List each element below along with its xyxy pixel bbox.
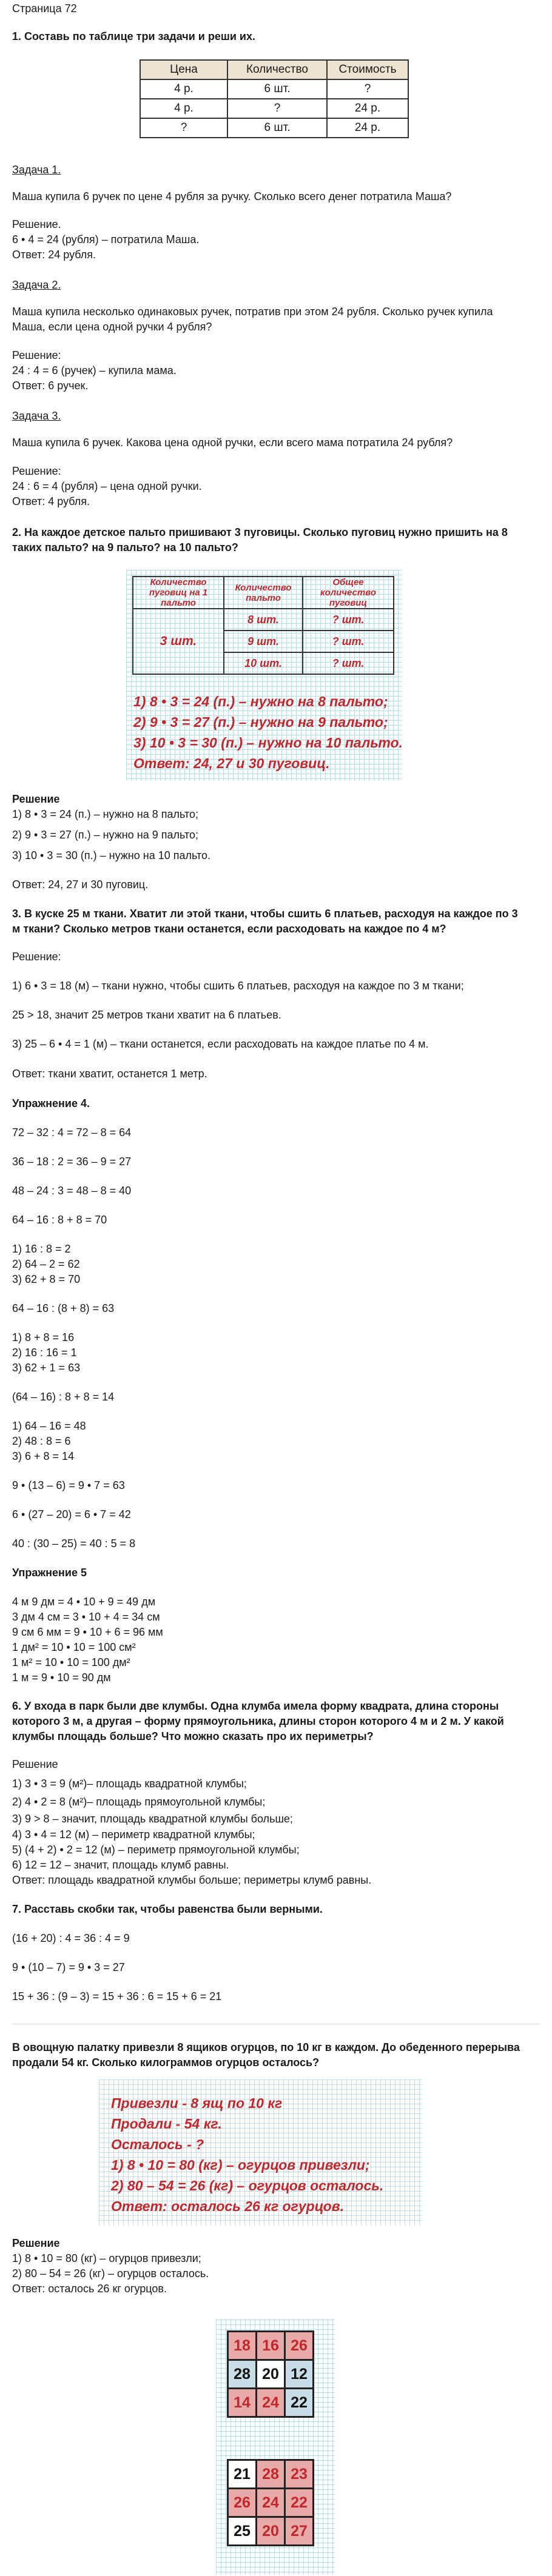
table-cell: 8 шт. (224, 609, 303, 631)
square-cell: 28 (257, 2460, 285, 2489)
task8-title: продали 54 кг. Сколько килограммов огурцов осталось? (12, 2056, 320, 2069)
solution-label: Решение: (12, 951, 61, 963)
solution-line: 3) 10 • 3 = 30 (п.) – нужно на 10 пальто. (12, 849, 211, 861)
solution-line: 2) 4 • 2 = 8 (м²)– площадь прямоугольной клумбы; (12, 1796, 266, 1808)
equation: 6 • (27 – 20) = 6 • 7 = 42 (12, 1508, 131, 1521)
table-cell: 3 шт. (133, 609, 224, 674)
equation: 2) 64 – 2 = 62 (12, 1258, 80, 1270)
problem-heading: Задача 1. (12, 164, 61, 176)
equation: 2) 16 : 16 = 1 (12, 1347, 77, 1359)
equation: 3) 62 + 1 = 63 (12, 1362, 81, 1374)
equation: 2) 48 : 8 = 6 (12, 1435, 71, 1447)
task4-title: Упражнение 4. (12, 1097, 90, 1109)
problem-text: Маша купила 6 ручек. Какова цена одной ручки, если всего мама потратила 24 рубля? (12, 437, 453, 449)
table-cell: 24 р. (327, 99, 408, 118)
square-cell: 22 (285, 2389, 314, 2417)
problem-text: Маша купила несколько одинаковых ручек, потратив при этом 24 рубля. Сколько ручек купила (12, 306, 493, 318)
problem-text: Маша, если цена одной ручки 4 рубля? (12, 321, 212, 333)
task8-notebook (99, 2079, 422, 2225)
task6-title: клумбы площадь больше? Что можно сказать про их периметры? (12, 1730, 374, 1742)
solution-label: Решение: (12, 465, 61, 477)
magic-square-top (227, 2330, 314, 2418)
equation: 1) 64 – 16 = 48 (12, 1420, 86, 1432)
handwritten-line: 1) 8 • 10 = 80 (кг) – огурцов привезли; (111, 2157, 370, 2173)
equation: 15 + 36 : (9 – 3) = 15 + 36 : 6 = 15 + 6 = 21 (12, 1990, 222, 2002)
square-cell: 16 (257, 2332, 285, 2360)
equation: 48 – 24 : 3 = 48 – 8 = 40 (12, 1185, 132, 1197)
task8-title: В овощную палатку привезли 8 ящиков огурцов, по 10 кг в каждом. До обеденного перерыва (12, 2041, 520, 2053)
equation: 3) 6 + 8 = 14 (12, 1450, 75, 1462)
equation: 64 – 16 : 8 + 8 = 70 (12, 1214, 107, 1226)
equation: 1) 16 : 8 = 2 (12, 1243, 71, 1255)
handwritten-line: 2) 80 – 54 = 26 (кг) – огурцов осталось. (111, 2178, 384, 2193)
table-cell: ? (140, 118, 227, 138)
square-cell: 25 (228, 2517, 257, 2546)
header-cell: Общее количество пуговиц (303, 577, 394, 609)
table-cell: 4 р. (140, 79, 227, 99)
table-cell: 6 шт. (227, 79, 327, 99)
task1-title: 1. Составь по таблице три задачи и реши их. (12, 30, 256, 42)
buttons-table (132, 576, 394, 675)
solution-line: 5) (4 + 2) • 2 = 12 (м) – периметр прямоугольной клумбы; (12, 1844, 300, 1856)
header-cell: Количество пальто (224, 577, 303, 609)
task7-title: 7. Расставь скобки так, чтобы равенства были верными. (12, 1903, 323, 1915)
task2-notebook (126, 570, 402, 781)
equation: 9 • (10 – 7) = 9 • 3 = 27 (12, 1961, 125, 1973)
equation: 3) 62 + 8 = 70 (12, 1273, 81, 1285)
table-cell: ? (327, 79, 408, 99)
handwritten-line: Ответ: осталось 26 кг огурцов. (111, 2198, 344, 2214)
answer: Ответ: осталось 26 кг огурцов. (12, 2283, 167, 2295)
equation: 1 м² = 10 • 10 = 100 дм² (12, 1656, 130, 1668)
solution-line: 1) 6 • 3 = 18 (м) – ткани нужно, чтобы сшить 6 платьев, расходуя на каждое по 3 м ткани; (12, 980, 464, 992)
table-cell: 10 шт. (224, 652, 303, 674)
equation: 3 дм 4 см = 3 • 10 + 4 = 34 см (12, 1611, 160, 1623)
equation: 72 – 32 : 4 = 72 – 8 = 64 (12, 1126, 132, 1139)
handwritten-line: 3) 10 • 3 = 30 (п.) – нужно на 10 пальто. (133, 735, 403, 751)
problem-heading: Задача 3. (12, 410, 61, 422)
handwritten-line: Ответ: 24, 27 и 30 пуговиц. (133, 755, 330, 771)
square-cell: 23 (285, 2460, 314, 2489)
equation: (64 – 16) : 8 + 8 = 14 (12, 1391, 115, 1403)
square-cell: 24 (257, 2389, 285, 2417)
square-cell: 14 (228, 2389, 257, 2417)
equation: 36 – 18 : 2 = 36 – 9 = 27 (12, 1156, 132, 1168)
handwritten-line: 2) 9 • 3 = 27 (п.) – нужно на 9 пальто; (133, 714, 388, 730)
solution-line: 24 : 6 = 4 (рубля) – цена одной ручки. (12, 480, 202, 492)
square-cell: 26 (285, 2332, 314, 2360)
solution-line: 1) 8 • 10 = 80 (кг) – огурцов привезли; (12, 2252, 201, 2264)
header-cell: Стоимость (327, 60, 408, 79)
solution-line: 6) 12 = 12 – значит, площадь клумб равны. (12, 1859, 229, 1871)
table-cell: ? (227, 99, 327, 118)
header-cell: Цена (140, 60, 227, 79)
table-cell: 6 шт. (227, 118, 327, 138)
equation: 1) 8 + 8 = 16 (12, 1331, 75, 1343)
answer: Ответ: 6 ручек. (12, 380, 89, 392)
table-cell: ? шт. (303, 652, 394, 674)
square-cell: 12 (285, 2360, 314, 2389)
task3-title: м ткани? Сколько метров ткани останется, если расходовать на каждое по 4 м? (12, 923, 446, 935)
answer: Ответ: 4 рубля. (12, 495, 90, 507)
square-cell: 28 (228, 2360, 257, 2389)
solution-line: 4) 3 • 4 = 12 (м) – периметр квадратной клумбы; (12, 1828, 255, 1841)
task3-title: 3. В куске 25 м ткани. Хватит ли этой ткани, чтобы сшить 6 платьев, расходуя на каждое по 3 (12, 908, 518, 920)
handwritten-line: 1) 8 • 3 = 24 (п.) – нужно на 8 пальто; (133, 694, 388, 709)
solution-label: Решение (12, 793, 60, 805)
answer: Ответ: 24, 27 и 30 пуговиц. (12, 878, 149, 891)
square-cell: 20 (257, 2360, 285, 2389)
table-cell: 4 р. (140, 99, 227, 118)
solution-label: Решение: (12, 349, 61, 361)
table-cell: ? шт. (303, 609, 394, 631)
task2-title: 2. На каждое детское пальто пришивают 3 пуговицы. Сколько пуговиц нужно пришить на 8 (12, 526, 508, 538)
solution-line: 2) 9 • 3 = 27 (п.) – нужно на 9 пальто; (12, 829, 199, 841)
equation: 64 – 16 : (8 + 8) = 63 (12, 1302, 115, 1314)
handwritten-line: Привезли - 8 ящ по 10 кг (111, 2095, 283, 2111)
equation: 9 см 6 мм = 9 • 10 + 6 = 96 мм (12, 1626, 163, 1638)
equation: 1 дм² = 10 • 10 = 100 см² (12, 1641, 136, 1653)
header-cell: Количество (227, 60, 327, 79)
task2-title: таких пальто? на 9 пальто? на 10 пальто? (12, 541, 238, 554)
solution-line: 3) 9 > 8 – значит, площадь квадратной клумбы больше; (12, 1813, 293, 1825)
table-cell: 9 шт. (224, 631, 303, 652)
problem-text: Маша купила 6 ручек по цене 4 рубля за ручку. Сколько всего денег потратила Маша? (12, 190, 452, 202)
equation: 40 : (30 – 25) = 40 : 5 = 8 (12, 1537, 136, 1550)
solution-label: Решение. (12, 218, 61, 230)
task6-title: 6. У входа в парк были две клумбы. Одна клумба имела форму квадрата, длина стороны (12, 1700, 499, 1712)
square-cell: 18 (228, 2332, 257, 2360)
table-cell: ? шт. (303, 631, 394, 652)
solution-label: Решение (12, 1758, 58, 1770)
answer: Ответ: ткани хватит, останется 1 метр. (12, 1068, 207, 1080)
page-header: Страница 72 (12, 2, 77, 15)
handwritten-line: Продали - 54 кг. (111, 2116, 222, 2132)
equation: 9 • (13 – 6) = 9 • 7 = 63 (12, 1479, 125, 1491)
solution-line: 1) 8 • 3 = 24 (п.) – нужно на 8 пальто; (12, 808, 199, 820)
handwritten-line: Осталось - ? (111, 2136, 204, 2152)
square-cell: 26 (228, 2489, 257, 2517)
problem-heading: Задача 2. (12, 279, 61, 291)
square-cell: 27 (285, 2517, 314, 2546)
solution-line: 24 : 4 = 6 (ручек) – купила мама. (12, 364, 177, 376)
solution-line: 2) 80 – 54 = 26 (кг) – огурцов осталось. (12, 2267, 209, 2280)
magic-square-bottom (227, 2459, 314, 2546)
square-cell: 22 (285, 2489, 314, 2517)
solution-label: Решение (12, 2237, 60, 2249)
task5-title: Упражнение 5 (12, 1567, 87, 1579)
solution-line: 25 > 18, значит 25 метров ткани хватит на 6 платьев. (12, 1009, 281, 1021)
square-cell: 20 (257, 2517, 285, 2546)
price-table (140, 59, 409, 138)
table-cell: 24 р. (327, 118, 408, 138)
equation: 1 м = 9 • 10 = 90 дм (12, 1671, 111, 1684)
solution-line: 1) 3 • 3 = 9 (м²)– площадь квадратной клумбы; (12, 1778, 247, 1790)
task6-title: которого 3 м, а другая – форму прямоугольника, длины сторон которого 4 м и 2 м. У какой (12, 1715, 504, 1727)
equation: 4 м 9 дм = 4 • 10 + 9 = 49 дм (12, 1596, 156, 1608)
equation: (16 + 20) : 4 = 36 : 4 = 9 (12, 1932, 130, 1944)
square-cell: 21 (228, 2460, 257, 2489)
answer: Ответ: 24 рубля. (12, 249, 96, 261)
magic-squares-panel (216, 2320, 335, 2574)
answer: Ответ: площадь квадратной клумбы больше; периметры клумб равны. (12, 1874, 372, 1886)
solution-line: 3) 25 – 6 • 4 = 1 (м) – ткани останется, если расходовать на каждое платье по 4 м. (12, 1038, 429, 1050)
solution-line: 6 • 4 = 24 (рубля) – потратила Маша. (12, 233, 200, 246)
header-cell: Количество пуговиц на 1 пальто (133, 577, 224, 609)
square-cell: 24 (257, 2489, 285, 2517)
